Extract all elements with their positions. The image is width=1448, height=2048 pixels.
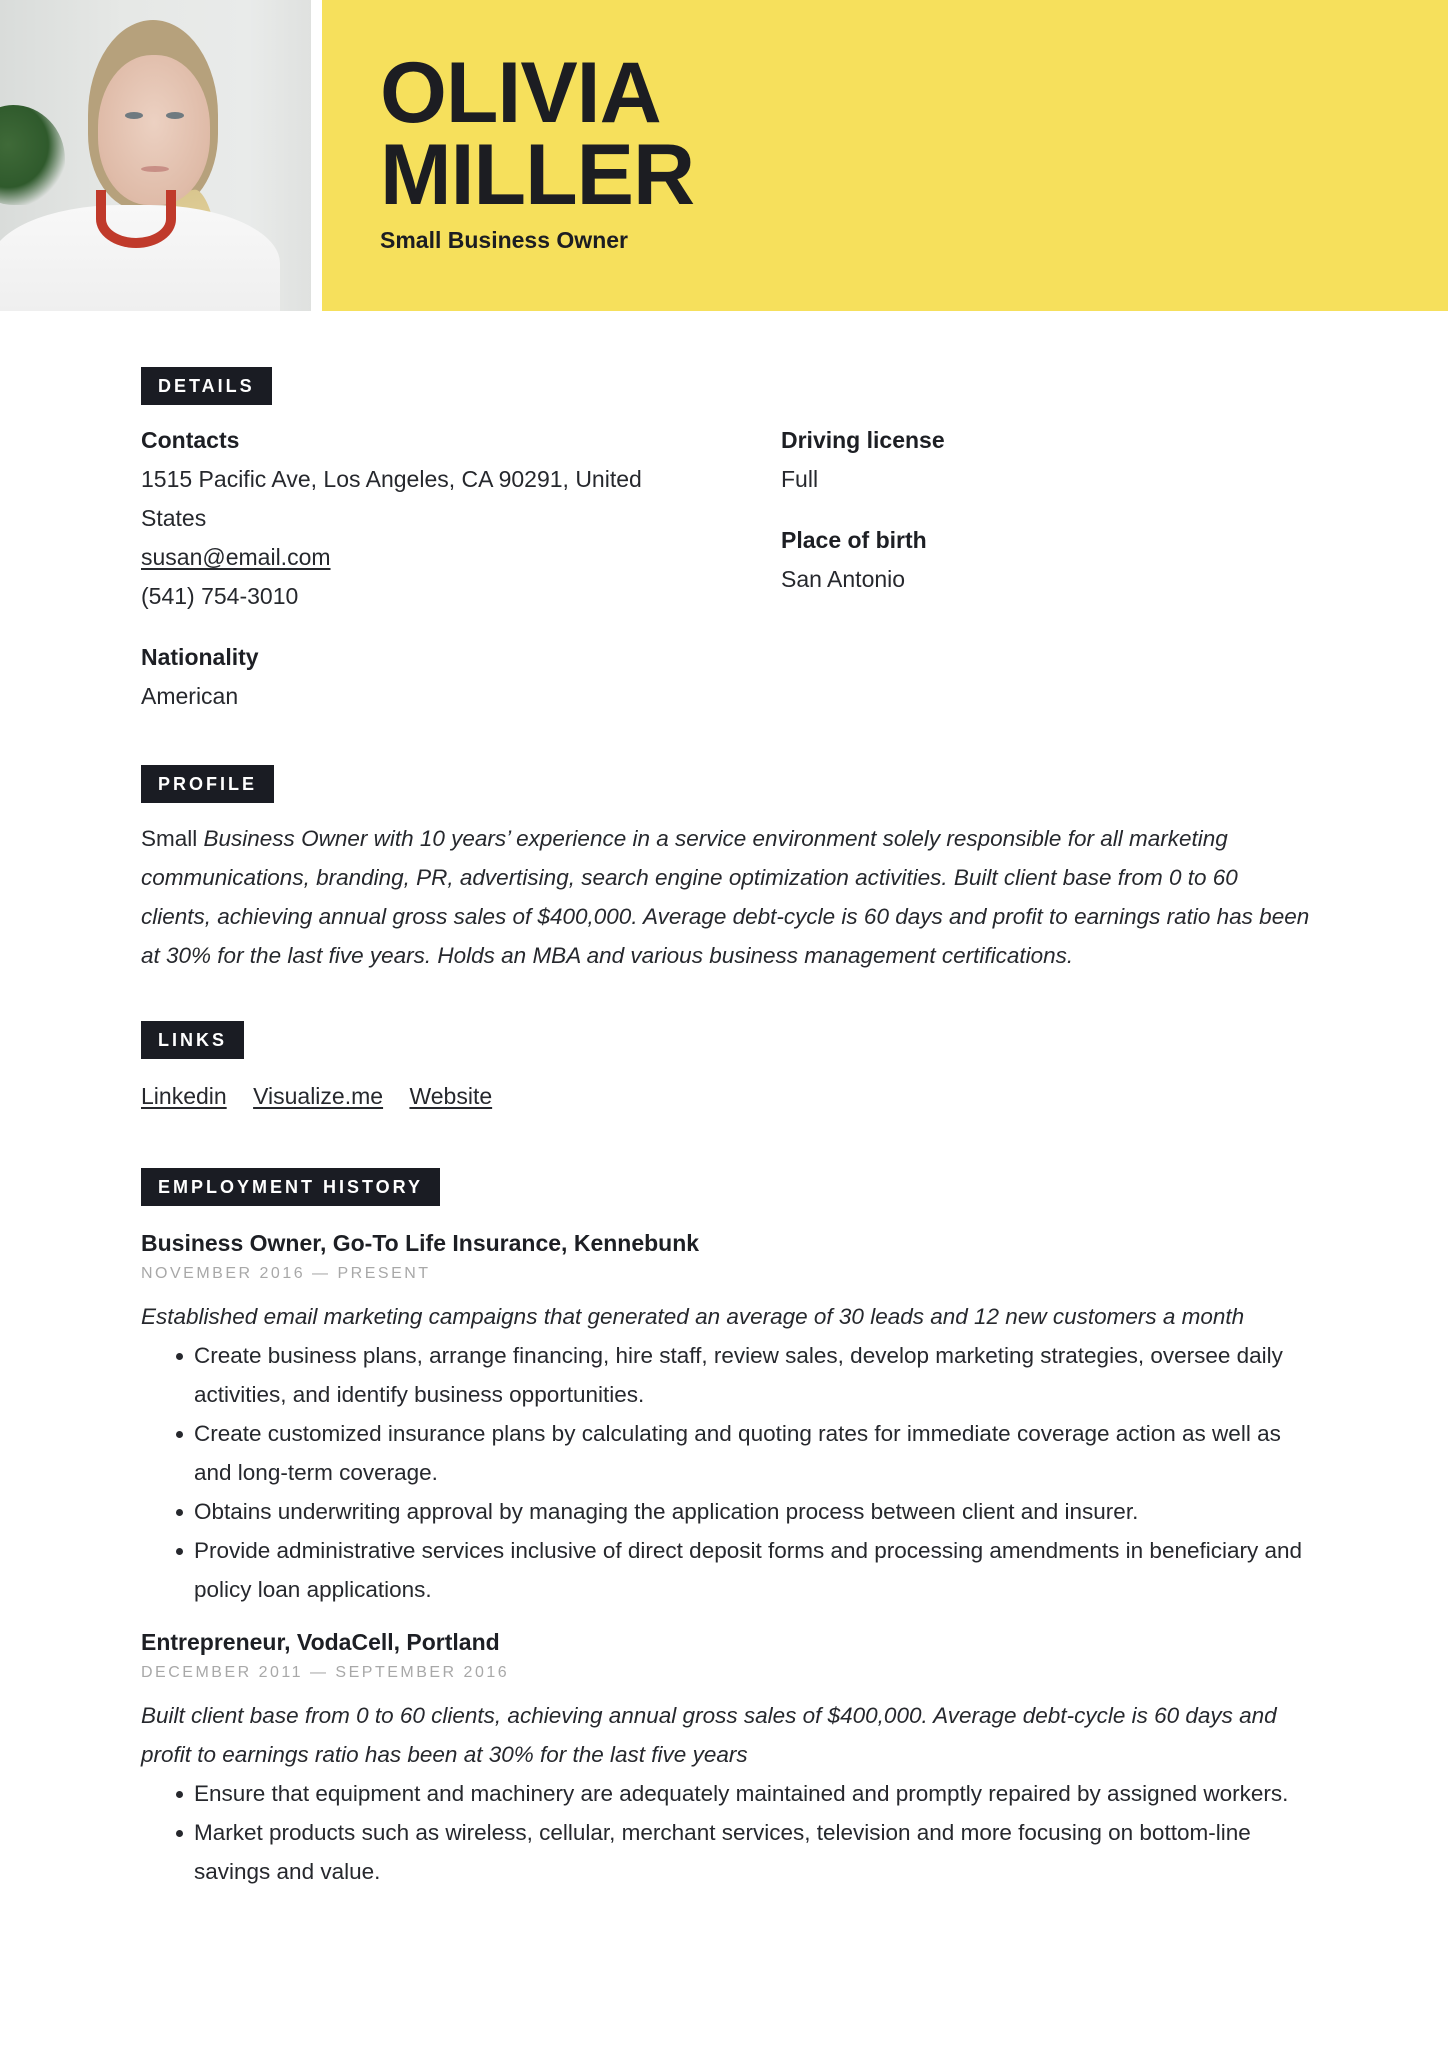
bullet-item: Provide administrative services inclusive of direct deposit forms and processing amendments in beneficiary and policy loan applications. — [194, 1531, 1311, 1609]
photo-face — [98, 55, 210, 205]
photo-eye-left — [125, 112, 143, 119]
driving-license-value: Full — [781, 466, 819, 492]
job-title: Business Owner, Go-To Life Insurance, Kennebunk — [141, 1230, 700, 1256]
bullet-item: Obtains underwriting approval by managing the application process between client and insurer. — [194, 1492, 1311, 1531]
photo-eye-right — [166, 112, 184, 119]
nationality-field — [141, 638, 701, 716]
name-banner — [322, 0, 1448, 311]
first-name: OLIVIA — [380, 45, 661, 141]
address-line-1: 1515 Pacific Ave, Los Angeles, CA 90291, United — [141, 466, 642, 492]
nationality-value: American — [141, 683, 239, 709]
resume-body — [141, 367, 1311, 1891]
details-left-column — [141, 421, 701, 738]
profile-section — [141, 765, 1311, 975]
job-title: Entrepreneur, VodaCell, Portland — [141, 1629, 500, 1655]
details-section — [141, 367, 1311, 751]
job-dates: NOVEMBER 2016 — PRESENT — [141, 1265, 431, 1282]
bullet-item: Ensure that equipment and machinery are adequately maintained and promptly repaired by assigned workers. — [194, 1774, 1311, 1813]
details-right-column — [781, 421, 1281, 621]
employment-heading: EMPLOYMENT HISTORY — [141, 1168, 440, 1206]
place-of-birth-label: Place of birth — [781, 527, 927, 553]
bullet-item: Create customized insurance plans by calculating and quoting rates for immediate coverage action as well as and long-term coverage. — [194, 1414, 1311, 1492]
resume-header — [0, 0, 1448, 311]
job-summary: Built client base from 0 to 60 clients, achieving annual gross sales of $400,000. Average debt-cycle is 60 days and profit to earnings ratio has been at 30% for the last five years — [141, 1703, 1277, 1767]
candidate-name — [380, 45, 695, 223]
driving-license-label: Driving license — [781, 427, 945, 453]
plant-decoration — [0, 105, 65, 205]
job-entry — [141, 1623, 1311, 1891]
bullet-item: Create business plans, arrange financing, hire staff, review sales, develop marketing strategies, oversee daily activities, and identify business opportunities. — [194, 1336, 1311, 1414]
place-of-birth-value: San Antonio — [781, 566, 906, 592]
profile-photo — [0, 0, 311, 311]
visualize-me-link[interactable]: Visualize.me — [253, 1083, 384, 1109]
place-of-birth-field — [781, 521, 1281, 599]
address-line-2: States — [141, 505, 207, 531]
links-section — [141, 1021, 1311, 1116]
profile-heading: PROFILE — [141, 765, 274, 803]
links-row — [141, 1077, 1311, 1116]
contacts-label: Contacts — [141, 427, 240, 453]
email-row — [141, 538, 701, 577]
profile-text-italic: Business Owner with 10 years’ experience in a service environment solely responsible for all marketing communications, branding, PR, advertising, search engine optimization activities. Built client base from 0 to 60 clients, achieving annual gross sales of $400,000. Average debt-cycle is 60 days and profit to earnings ratio has been at 30% for the last five years. Holds an MBA and various business management certifications. — [141, 826, 1310, 968]
job-bullets — [141, 1336, 1311, 1609]
details-grid — [141, 421, 1311, 751]
profile-text-upright: Small — [141, 826, 204, 851]
links-heading: LINKS — [141, 1021, 244, 1059]
last-name: MILLER — [380, 127, 695, 223]
nationality-label: Nationality — [141, 644, 259, 670]
linkedin-link[interactable]: Linkedin — [141, 1083, 227, 1109]
candidate-job-title: Small Business Owner — [380, 227, 628, 253]
email-link[interactable]: susan@email.com — [141, 544, 331, 570]
job-summary: Established email marketing campaigns that generated an average of 30 leads and 12 new customers a month — [141, 1304, 1245, 1329]
photo-necklace — [96, 190, 176, 248]
contacts-field — [141, 421, 701, 616]
job-bullets — [141, 1774, 1311, 1891]
employment-section — [141, 1168, 1311, 1891]
phone-number: (541) 754-3010 — [141, 583, 299, 609]
photo-lips — [141, 166, 169, 172]
website-link[interactable]: Website — [409, 1083, 493, 1109]
job-entry — [141, 1224, 1311, 1609]
driving-license-field — [781, 421, 1281, 499]
job-dates: DECEMBER 2011 — SEPTEMBER 2016 — [141, 1664, 510, 1681]
details-heading: DETAILS — [141, 367, 272, 405]
profile-summary — [141, 819, 1311, 975]
bullet-item: Market products such as wireless, cellular, merchant services, television and more focusing on bottom-line savings and value. — [194, 1813, 1311, 1891]
